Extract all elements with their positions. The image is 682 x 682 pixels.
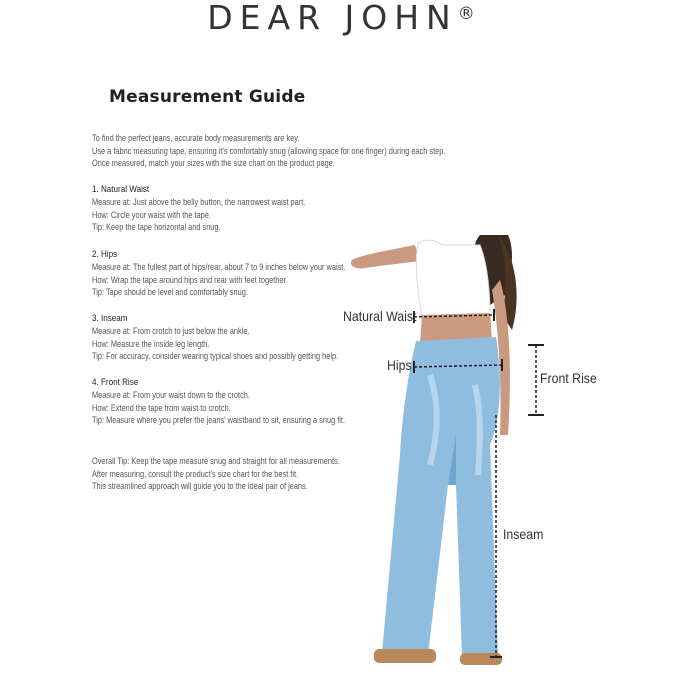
brand-logo: [0, 0, 682, 37]
inseam-label: Inseam: [503, 526, 544, 542]
left-sandal: [374, 649, 436, 663]
section-line: How: Circle your waist with the tape.: [92, 209, 211, 220]
right-sandal: [460, 653, 502, 665]
front-rise-label: Front Rise: [540, 370, 597, 386]
raised-arm: [351, 245, 420, 268]
hips-label: Hips: [387, 357, 412, 373]
model-figure: [330, 235, 580, 682]
section-line: Tip: For accuracy, consider wearing typical shoes and possibly getting help.: [92, 351, 339, 362]
section-heading: 2. Hips: [92, 249, 118, 260]
section-line: Measure at: The fullest part of hips/rear, about 7 to 9 inches below your waist.: [92, 262, 346, 272]
overall-line: This streamlined approach will guide you to the ideal pair of jeans.: [92, 481, 308, 492]
intro-line: Use a fabric measuring tape, ensuring it's comfortably snug (allowing space for one finger) during each step.: [92, 145, 446, 156]
overall-line: Overall Tip: Keep the tape measure snug and straight for all measurements.: [92, 456, 340, 466]
natural-waist-label: Natural Waist: [343, 308, 417, 324]
guide-title: Measurement Guide: [109, 87, 306, 107]
section-line: Tip: Measure where you prefer the jeans' waistband to sit, ensuring a snug fit.: [92, 415, 346, 426]
intro-line: Once measured, match your sizes with the size chart on the product page.: [92, 158, 335, 169]
jeans: [382, 337, 500, 657]
section-line: Measure at: From crotch to just below the ankle.: [92, 326, 250, 336]
brand-name: DEAR JOHN: [207, 0, 458, 37]
tank-top: [416, 240, 490, 317]
section-line: Tip: Keep the tape horizontal and snug.: [92, 222, 221, 233]
section-line: Measure at: From your waist down to the crotch.: [92, 390, 250, 400]
section-line: Tip: Tape should be level and comfortably snug.: [92, 287, 248, 298]
intro-text: [92, 132, 446, 170]
section-heading: 1. Natural Waist: [92, 184, 150, 195]
overall-line: After measuring, consult the product's size chart for the best fit.: [92, 468, 299, 479]
section-heading: 4. Front Rise: [92, 377, 139, 388]
registered-mark: ®: [457, 4, 475, 24]
section-heading: 3. Inseam: [92, 313, 128, 324]
section-line: How: Measure the inside leg length.: [92, 338, 210, 349]
section-natural-waist: [92, 183, 392, 234]
section-line: Measure at: Just above the belly button, the narrowest waist part.: [92, 197, 306, 207]
section-line: How: Wrap the tape around hips and rear with feet together.: [92, 274, 288, 285]
section-line: How: Extend the tape from waist to crotch.: [92, 402, 231, 413]
intro-line: To find the perfect jeans, accurate body measurements are key.: [92, 133, 300, 143]
